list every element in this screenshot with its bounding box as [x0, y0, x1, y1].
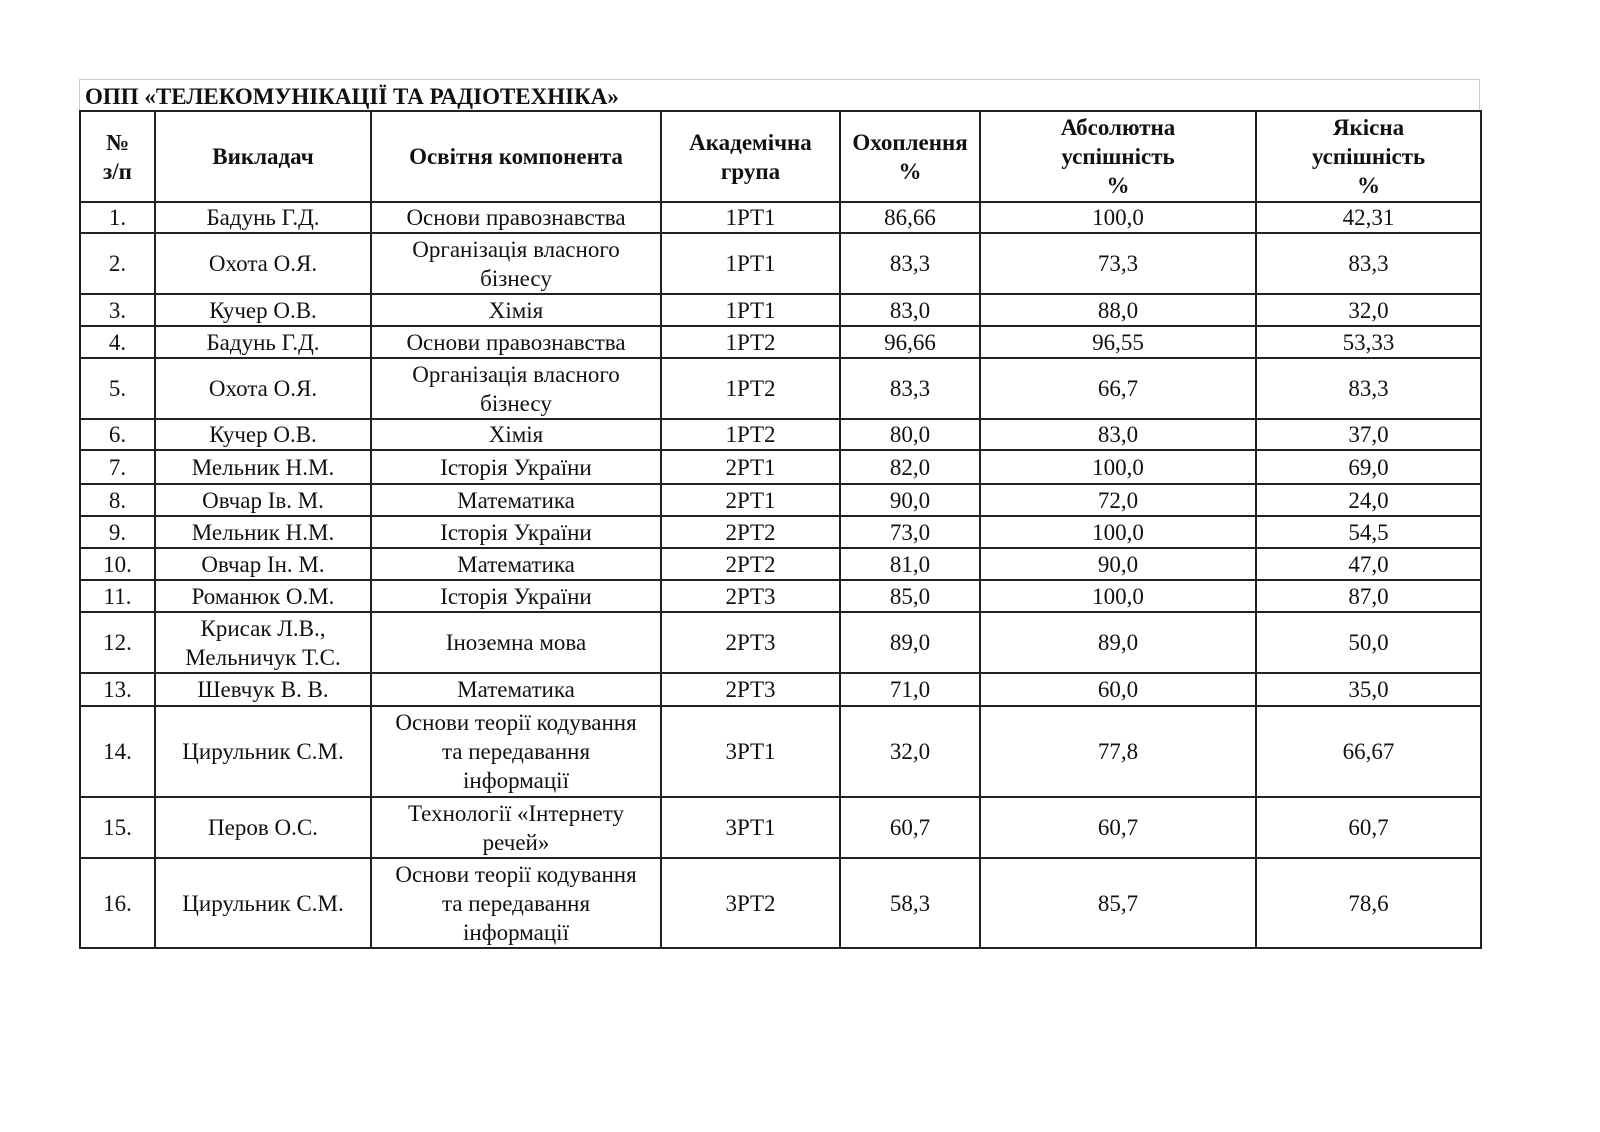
cell-teacher: Крисак Л.В., Мельничук Т.С.: [155, 612, 371, 673]
cell-coverage: 32,0: [840, 706, 980, 797]
cell-teacher: Бадунь Г.Д.: [155, 326, 371, 358]
cell-number: 14.: [80, 706, 155, 797]
cell-absolute-success: 85,7: [980, 858, 1256, 948]
cell-teacher: Охота О.Я.: [155, 358, 371, 419]
cell-component: Історія України: [371, 516, 661, 548]
cell-quality-success: 83,3: [1256, 233, 1481, 294]
table-row: [80, 484, 1481, 516]
cell-number: 11.: [80, 580, 155, 612]
cell-absolute-success: 100,0: [980, 580, 1256, 612]
cell-coverage: 81,0: [840, 548, 980, 580]
cell-component: Основи правознавства: [371, 202, 661, 233]
cell-quality-success: 53,33: [1256, 326, 1481, 358]
cell-group: 2РТ2: [661, 548, 840, 580]
table-row: [80, 358, 1481, 419]
table-row: [80, 450, 1481, 484]
cell-absolute-success: 72,0: [980, 484, 1256, 516]
table-row: [80, 233, 1481, 294]
table-row: [80, 612, 1481, 673]
cell-number: 16.: [80, 858, 155, 948]
cell-absolute-success: 66,7: [980, 358, 1256, 419]
cell-absolute-success: 77,8: [980, 706, 1256, 797]
document: [79, 79, 1480, 949]
cell-coverage: 96,66: [840, 326, 980, 358]
cell-teacher: Шевчук В. В.: [155, 673, 371, 706]
header-component: Освітня компонента: [371, 111, 661, 202]
cell-component: Основи теорії кодування та передавання інформації: [371, 858, 661, 948]
cell-coverage: 80,0: [840, 419, 980, 450]
cell-component: Хімія: [371, 294, 661, 326]
cell-quality-success: 47,0: [1256, 548, 1481, 580]
cell-absolute-success: 88,0: [980, 294, 1256, 326]
cell-absolute-success: 90,0: [980, 548, 1256, 580]
cell-component: Основи правознавства: [371, 326, 661, 358]
cell-quality-success: 69,0: [1256, 450, 1481, 484]
cell-number: 1.: [80, 202, 155, 233]
table-row: [80, 202, 1481, 233]
header-row: [80, 111, 1481, 202]
cell-quality-success: 37,0: [1256, 419, 1481, 450]
cell-number: 13.: [80, 673, 155, 706]
cell-teacher: Овчар Ів. М.: [155, 484, 371, 516]
cell-group: 2РТ1: [661, 450, 840, 484]
cell-component: Математика: [371, 673, 661, 706]
cell-coverage: 73,0: [840, 516, 980, 548]
cell-group: 1РТ1: [661, 294, 840, 326]
cell-quality-success: 35,0: [1256, 673, 1481, 706]
cell-group: 2РТ3: [661, 580, 840, 612]
cell-absolute-success: 100,0: [980, 202, 1256, 233]
cell-component: Організація власного бізнесу: [371, 358, 661, 419]
cell-quality-success: 78,6: [1256, 858, 1481, 948]
table-row: [80, 548, 1481, 580]
table-row: [80, 673, 1481, 706]
cell-number: 4.: [80, 326, 155, 358]
table-row: [80, 516, 1481, 548]
cell-component: Математика: [371, 548, 661, 580]
cell-teacher: Овчар Ін. М.: [155, 548, 371, 580]
cell-teacher: Бадунь Г.Д.: [155, 202, 371, 233]
cell-coverage: 90,0: [840, 484, 980, 516]
table-row: [80, 706, 1481, 797]
cell-coverage: 71,0: [840, 673, 980, 706]
table-row: [80, 797, 1481, 858]
table-row: [80, 419, 1481, 450]
cell-teacher: Перов О.С.: [155, 797, 371, 858]
results-table: [79, 110, 1482, 949]
cell-component: Основи теорії кодування та передавання інформації: [371, 706, 661, 797]
cell-absolute-success: 60,7: [980, 797, 1256, 858]
cell-number: 10.: [80, 548, 155, 580]
cell-teacher: Мельник Н.М.: [155, 450, 371, 484]
table-row: [80, 580, 1481, 612]
cell-component: Історія України: [371, 580, 661, 612]
cell-absolute-success: 60,0: [980, 673, 1256, 706]
cell-coverage: 89,0: [840, 612, 980, 673]
cell-number: 9.: [80, 516, 155, 548]
cell-number: 6.: [80, 419, 155, 450]
cell-number: 7.: [80, 450, 155, 484]
cell-component: Математика: [371, 484, 661, 516]
table-row: [80, 858, 1481, 948]
cell-absolute-success: 100,0: [980, 450, 1256, 484]
cell-component: Історія України: [371, 450, 661, 484]
cell-quality-success: 42,31: [1256, 202, 1481, 233]
cell-component: Хімія: [371, 419, 661, 450]
cell-quality-success: 24,0: [1256, 484, 1481, 516]
header-absolute-success: Абсолютна успішність %: [980, 111, 1256, 202]
cell-coverage: 82,0: [840, 450, 980, 484]
cell-coverage: 83,0: [840, 294, 980, 326]
cell-teacher: Романюк О.М.: [155, 580, 371, 612]
cell-absolute-success: 100,0: [980, 516, 1256, 548]
table-row: [80, 294, 1481, 326]
header-group: Академічна група: [661, 111, 840, 202]
cell-teacher: Мельник Н.М.: [155, 516, 371, 548]
cell-teacher: Охота О.Я.: [155, 233, 371, 294]
cell-absolute-success: 73,3: [980, 233, 1256, 294]
cell-group: 3РТ1: [661, 706, 840, 797]
header-coverage: Охоплення %: [840, 111, 980, 202]
cell-teacher: Цирульник С.М.: [155, 858, 371, 948]
cell-group: 2РТ3: [661, 673, 840, 706]
cell-absolute-success: 83,0: [980, 419, 1256, 450]
cell-quality-success: 54,5: [1256, 516, 1481, 548]
cell-quality-success: 87,0: [1256, 580, 1481, 612]
cell-teacher: Кучер О.В.: [155, 294, 371, 326]
cell-quality-success: 83,3: [1256, 358, 1481, 419]
cell-component: Організація власного бізнесу: [371, 233, 661, 294]
cell-group: 1РТ2: [661, 358, 840, 419]
cell-group: 1РТ2: [661, 419, 840, 450]
cell-number: 5.: [80, 358, 155, 419]
header-number: № з/п: [80, 111, 155, 202]
cell-absolute-success: 89,0: [980, 612, 1256, 673]
table-row: [80, 326, 1481, 358]
cell-number: 15.: [80, 797, 155, 858]
cell-number: 2.: [80, 233, 155, 294]
cell-number: 12.: [80, 612, 155, 673]
cell-coverage: 60,7: [840, 797, 980, 858]
cell-group: 1РТ1: [661, 202, 840, 233]
cell-number: 3.: [80, 294, 155, 326]
cell-coverage: 85,0: [840, 580, 980, 612]
cell-group: 1РТ2: [661, 326, 840, 358]
cell-coverage: 83,3: [840, 358, 980, 419]
cell-quality-success: 50,0: [1256, 612, 1481, 673]
cell-quality-success: 32,0: [1256, 294, 1481, 326]
cell-teacher: Цирульник С.М.: [155, 706, 371, 797]
cell-coverage: 86,66: [840, 202, 980, 233]
cell-number: 8.: [80, 484, 155, 516]
cell-teacher: Кучер О.В.: [155, 419, 371, 450]
table-title: ОПП «ТЕЛЕКОМУНІКАЦІЇ ТА РАДІОТЕХНІКА»: [79, 79, 1480, 110]
cell-group: 2РТ1: [661, 484, 840, 516]
cell-quality-success: 66,67: [1256, 706, 1481, 797]
cell-component: Технології «Інтернету речей»: [371, 797, 661, 858]
cell-component: Іноземна мова: [371, 612, 661, 673]
cell-group: 3РТ2: [661, 858, 840, 948]
cell-group: 3РТ1: [661, 797, 840, 858]
cell-group: 1РТ1: [661, 233, 840, 294]
cell-quality-success: 60,7: [1256, 797, 1481, 858]
cell-group: 2РТ3: [661, 612, 840, 673]
cell-coverage: 83,3: [840, 233, 980, 294]
header-teacher: Викладач: [155, 111, 371, 202]
cell-group: 2РТ2: [661, 516, 840, 548]
header-quality-success: Якісна успішність %: [1256, 111, 1481, 202]
cell-absolute-success: 96,55: [980, 326, 1256, 358]
cell-coverage: 58,3: [840, 858, 980, 948]
